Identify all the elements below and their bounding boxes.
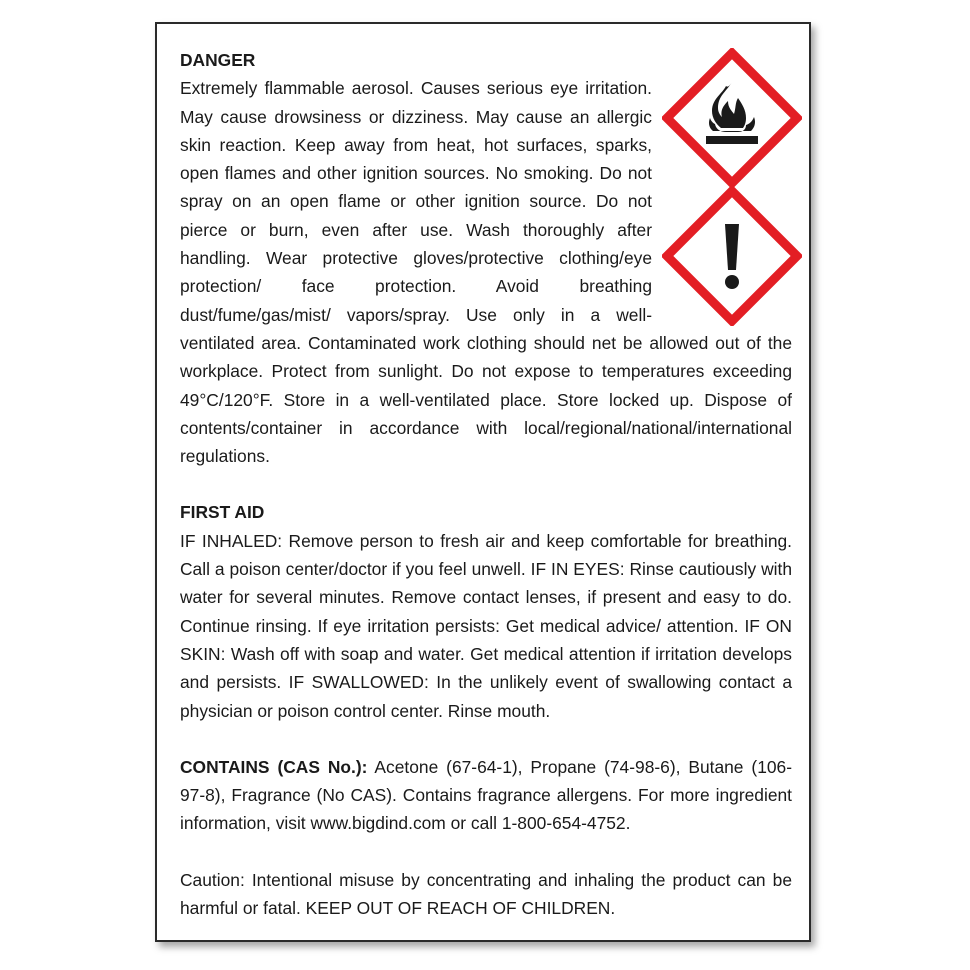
first-aid-text: IF INHALED: Remove person to fresh air and keep comfortable for breathing. Call a poison center/doctor if you feel unwell. IF IN EYES: Rinse cautiously with water for several minutes. Remove contact lenses, if present and easy to do. Continue rinsing. If eye irritation persists: Get medical advice/ attention. IF ON SKIN: Wash off with soap and water. Get medical attention if irritation develops and persists. IF SWALLOWED: In the unlikely event of swallowing contact a physician or poison control center. Rinse mouth. — [180, 530, 792, 721]
exclamation-icon — [662, 186, 802, 326]
label-content — [180, 46, 792, 922]
irritant-pictogram — [662, 186, 802, 326]
contains-text: Acetone (67-64-1), Propane (74-98-6), Butane (106-97-8), Fragrance (No CAS). Contains fragrance allergens. For more ingredient information, visit www.bigdind.com or call 1-800-654-4752. — [180, 756, 792, 834]
danger-text: Extremely flammable aerosol. Causes serious eye irritation. May cause drowsiness or dizziness. May cause an allergic skin reaction. Keep away from heat, hot surfaces, sparks, open flames and other ignition sources. No smoking. Do not spray on an open flame or other ignition source. Do not pierce or burn, even after use. Wash thoroughly after handling. Wear protective gloves/protective clothing/eye protection/ face protection. Avoid breathing dust/fume/gas/mist/ vapors/spray. Use only in a well-ventilated area. Contaminated work clothing should net be allowed out of the workplace. Protect from sunlight. Do not expose to temperatures exceeding 49°C/120°F. Store in a well-ventilated place. Store locked up. Dispose of contents/container in accordance with local/regional/national/international regulations. — [180, 78, 792, 467]
first-aid-heading: FIRST AID — [180, 502, 265, 523]
flame-icon — [662, 48, 802, 188]
ghs-pictograms — [662, 48, 802, 326]
caution-text: Caution: Intentional misuse by concentrating and inhaling the product can be harmful or fatal. KEEP OUT OF REACH OF CHILDREN. — [180, 869, 792, 919]
flammable-pictogram — [662, 48, 802, 188]
warning-label — [155, 22, 811, 942]
contains-label: CONTAINS (CAS No.): — [180, 756, 368, 777]
danger-heading: DANGER — [180, 50, 256, 70]
contains-paragraph — [180, 753, 792, 838]
